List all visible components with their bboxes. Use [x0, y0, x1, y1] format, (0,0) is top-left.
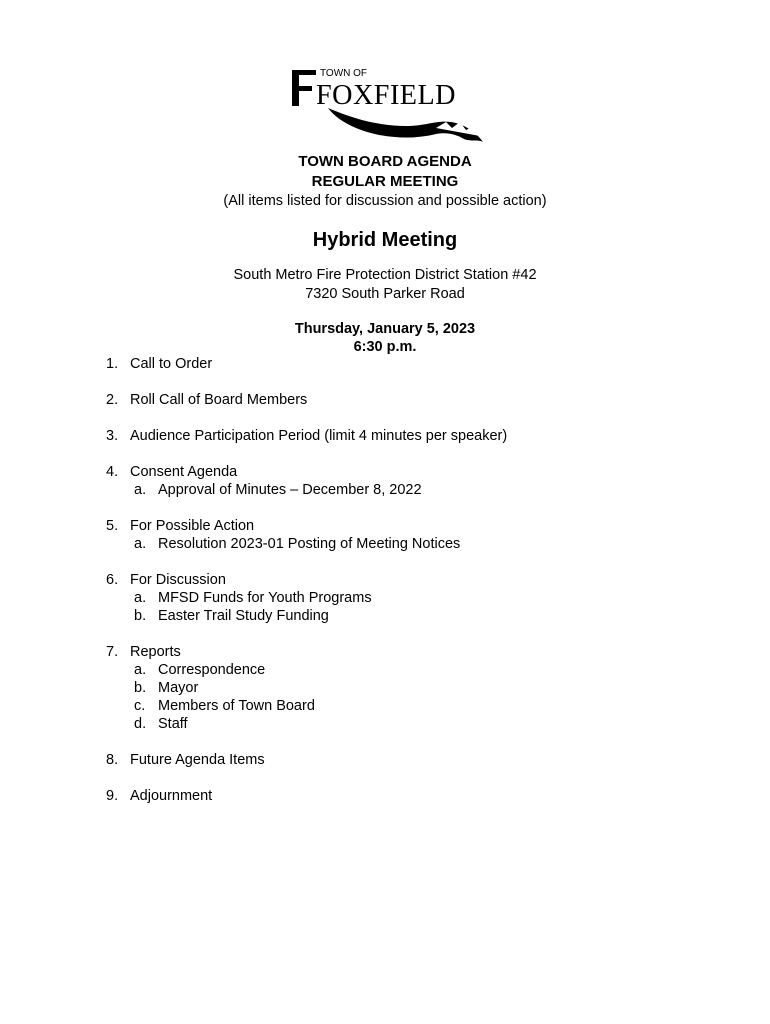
agenda-list: [106, 355, 706, 823]
agenda-subitem: [106, 589, 706, 607]
agenda-subitem: [106, 607, 706, 625]
agenda-subitem-letter: c.: [134, 698, 146, 714]
agenda-item-row: [106, 571, 706, 589]
agenda-item-label: Future Agenda Items: [130, 752, 265, 768]
agenda-item-number: 6.: [106, 572, 119, 588]
agenda-item-row: [106, 751, 706, 769]
discussion-note: (All items listed for discussion and possible action): [223, 193, 547, 209]
agenda-subitem-label: Mayor: [158, 680, 199, 696]
agenda-item: [106, 427, 706, 445]
foxfield-logo: [286, 62, 491, 146]
agenda-item-number: 2.: [106, 392, 119, 408]
agenda-subitem-letter: b.: [134, 680, 147, 696]
logo-main-text: FOXFIELD: [316, 79, 456, 111]
agenda-subitem-letter: d.: [134, 716, 147, 732]
agenda-item-row: [106, 391, 706, 409]
meeting-type-heading: Hybrid Meeting: [312, 229, 458, 251]
agenda-subitem-label: Correspondence: [158, 662, 266, 678]
agenda-subitem-letter: b.: [134, 608, 147, 624]
agenda-item-number: 4.: [106, 464, 119, 480]
agenda-subitem: [106, 661, 706, 679]
agenda-item-row: [106, 427, 706, 445]
agenda-subitem-label: Resolution 2023-01 Posting of Meeting Notices: [158, 536, 461, 552]
agenda-subitem-letter: a.: [134, 590, 147, 606]
agenda-item: [106, 571, 706, 625]
agenda-subitem-letter: a.: [134, 536, 147, 552]
agenda-item-label: Call to Order: [130, 356, 213, 372]
meeting-date: Thursday, January 5, 2023: [294, 321, 476, 337]
agenda-subitem: [106, 715, 706, 733]
agenda-subitem-label: Members of Town Board: [158, 698, 315, 714]
agenda-subitem-label: Staff: [158, 716, 188, 732]
agenda-item-row: [106, 355, 706, 373]
agenda-subitem-letter: a.: [134, 662, 147, 678]
agenda-subitem: [106, 481, 706, 499]
agenda-item-row: [106, 463, 706, 481]
agenda-item-label: Roll Call of Board Members: [130, 392, 308, 408]
agenda-subitem-label: MFSD Funds for Youth Programs: [158, 590, 372, 606]
agenda-item-number: 1.: [106, 356, 119, 372]
agenda-item: [106, 463, 706, 499]
agenda-item-label: For Possible Action: [130, 518, 255, 534]
meeting-kind: REGULAR MEETING: [311, 173, 459, 190]
agenda-subitem-label: Approval of Minutes – December 8, 2022: [158, 482, 422, 498]
agenda-item-number: 7.: [106, 644, 119, 660]
agenda-subitem-letter: a.: [134, 482, 147, 498]
location-line-2: 7320 South Parker Road: [305, 286, 465, 302]
location-line-1: South Metro Fire Protection District Station #42: [233, 267, 537, 283]
agenda-item-row: [106, 787, 706, 805]
agenda-item: [106, 355, 706, 373]
meeting-time: 6:30 p.m.: [353, 339, 417, 355]
agenda-item-number: 5.: [106, 518, 119, 534]
agenda-item: [106, 517, 706, 553]
agenda-item: [106, 787, 706, 805]
agenda-item: [106, 751, 706, 769]
agenda-subitem: [106, 679, 706, 697]
agenda-item-label: Audience Participation Period (limit 4 minutes per speaker): [130, 428, 508, 444]
agenda-item-row: [106, 517, 706, 535]
agenda-subitem: [106, 535, 706, 553]
agenda-item-label: For Discussion: [130, 572, 226, 588]
agenda-subitem-label: Easter Trail Study Funding: [158, 608, 329, 624]
agenda-item-number: 3.: [106, 428, 119, 444]
agenda-item-label: Adjournment: [130, 788, 213, 804]
agenda-item-number: 8.: [106, 752, 119, 768]
agenda-item-label: Reports: [130, 644, 181, 660]
agenda-title: TOWN BOARD AGENDA: [298, 153, 472, 170]
agenda-subitem: [106, 697, 706, 715]
agenda-item: [106, 643, 706, 733]
agenda-item-label: Consent Agenda: [130, 464, 238, 480]
agenda-item-number: 9.: [106, 788, 119, 804]
logo-top-text: TOWN OF: [320, 68, 368, 79]
agenda-item-row: [106, 643, 706, 661]
agenda-item: [106, 391, 706, 409]
